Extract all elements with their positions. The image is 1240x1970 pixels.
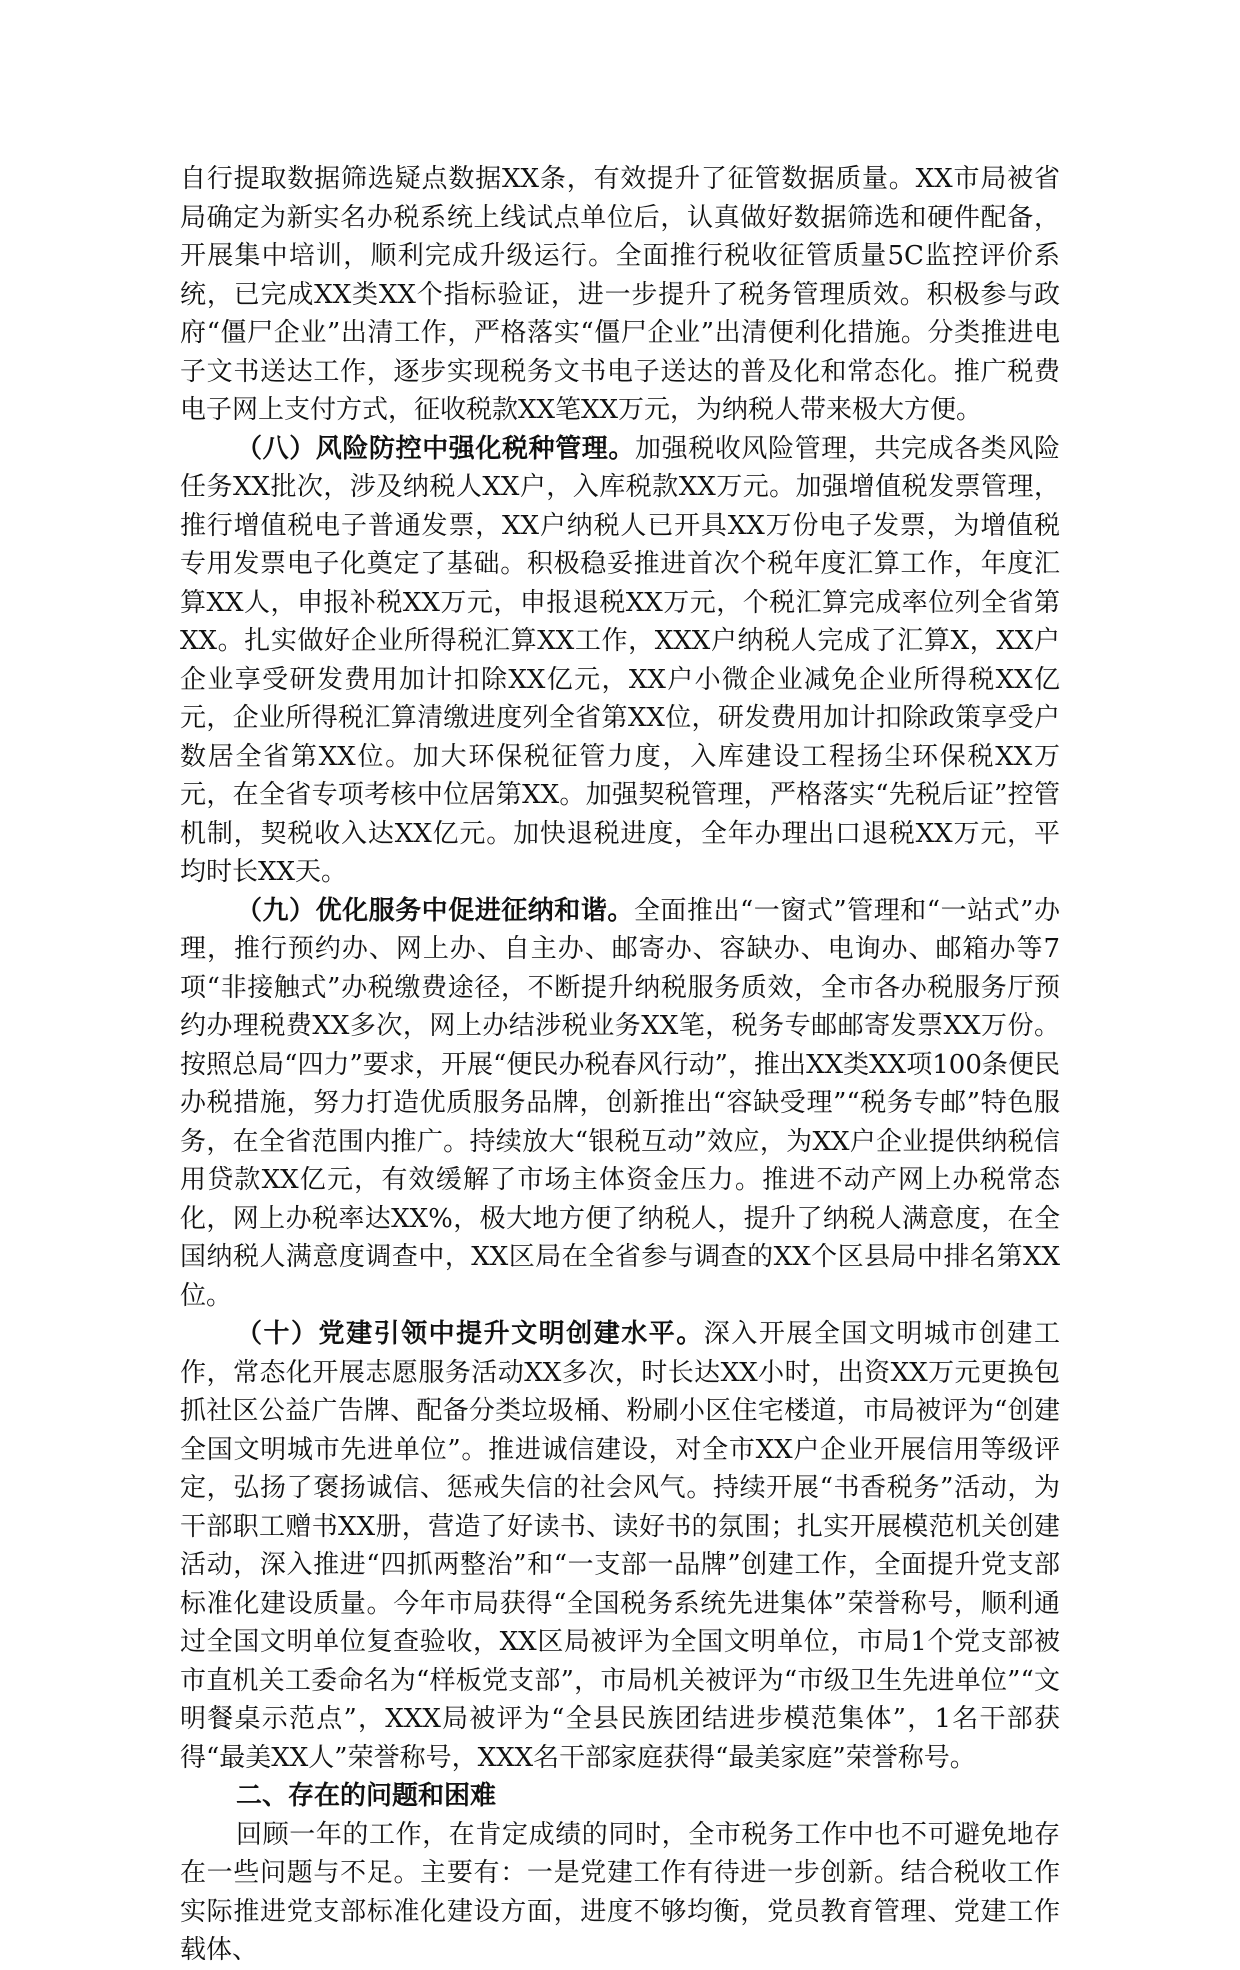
subheading-party-building: （十）党建引领中提升文明创建水平。 — [236, 1319, 704, 1349]
paragraph-party-building-body: 深入开展全国文明城市创建工作，常态化开展志愿服务活动XX多次，时长达XX小时，出资XX万元更换包抓社区公益广告牌、配备分类垃圾桶、粉刷小区住宅楼道，市局被评为“创建全国文明城市先进单位”。推进诚信建设，对全市XX户企业开展信用等级评定，弘扬了褒扬诚信、惩戒失信的社会风气。持续开展“书香税务”活动，为干部职工赠书XX册，营造了好读书、读好书的氛围；扎实开展模范机关创建活动，深入推进“四抓两整治”和“一支部一品牌”创建工作，全面提升党支部标准化建设质量。今年市局获得“全国税务系统先进集体”荣誉称号，顺利通过全国文明单位复查验收，XX区局被评为全国文明单位，市局1个党支部被市直机关工委命名为“样板党支部”，市局机关被评为“市级卫生先进单位”“文明餐桌示范点”，XXX局被评为“全县民族团结进步模范集体”，1名干部获得“最美XX人”荣誉称号，XXX名干部家庭获得“最美家庭”荣誉称号。 — [180, 1319, 1060, 1773]
paragraph-party-building — [180, 1315, 1060, 1777]
paragraph-service — [180, 892, 1060, 1316]
paragraph-risk-control-body: 加强税收风险管理，共完成各类风险任务XX批次，涉及纳税人XX户，入库税款XX万元。加强增值税发票管理，推行增值税电子普通发票，XX户纳税人已开具XX万份电子发票，为增值税专用发票电子化奠定了基础。积极稳妥推进首次个税年度汇算工作，年度汇算XX人，申报补税XX万元，申报退税XX万元，个税汇算完成率位列全省第XX。扎实做好企业所得税汇算XX工作，XXX户纳税人完成了汇算X，XX户企业享受研发费用加计扣除XX亿元，XX户小微企业减免企业所得税XX亿元，企业所得税汇算清缴进度列全省第XX位，研发费用加计扣除政策享受户数居全省第XX位。加大环保税征管力度，入库建设工程扬尘环保税XX万元，在全省专项考核中位居第XX。加强契税管理，严格落实“先税后证”控管机制，契税收入达XX亿元。加快退税进度，全年办理出口退税XX万元，平均时长XX天。 — [180, 433, 1060, 887]
paragraph-problems: 回顾一年的工作，在肯定成绩的同时，全市税务工作中也不可避免地存在一些问题与不足。主要有：一是党建工作有待进一步创新。结合税收工作实际推进党支部标准化建设方面，进度不够均衡，党员教育管理、党建工作载体、 — [180, 1819, 1060, 1965]
paragraph-continuation: 自行提取数据筛选疑点数据XX条，有效提升了征管数据质量。XX市局被省局确定为新实名办税系统上线试点单位后，认真做好数据筛选和硬件配备，开展集中培训，顺利完成升级运行。全面推行税收征管质量5C监控评价系统，已完成XX类XX个指标验证，进一步提升了税务管理质效。积极参与政府“僵尸企业”出清工作，严格落实“僵尸企业”出清便利化措施。分类推进电子文书送达工作，逐步实现税务文书电子送达的普及化和常态化。推广税费电子网上支付方式，征收税款XX笔XX万元，为纳税人带来极大方便。 — [180, 164, 1060, 425]
subheading-service: （九）优化服务中促进征纳和谐。 — [236, 895, 634, 926]
section-heading-problems: 二、存在的问题和困难 — [236, 1781, 497, 1811]
paragraph-risk-control — [180, 430, 1060, 892]
subheading-risk-control: （八）风险防控中强化税种管理。 — [236, 433, 635, 464]
document-page — [180, 160, 1060, 1970]
paragraph-service-body: 全面推出“一窗式”管理和“一站式”办理，推行预约办、网上办、自主办、邮寄办、容缺办、电询办、邮箱办等7项“非接触式”办税缴费途径，不断提升纳税服务质效，全市各办税服务厅预约办理税费XX多次，网上办结涉税业务XX笔，税务专邮邮寄发票XX万份。按照总局“四力”要求，开展“便民办税春风行动”，推出XX类XX项100条便民办税措施，努力打造优质服务品牌，创新推出“容缺受理”“税务专邮”特色服务，在全省范围内推广。持续放大“银税互动”效应，为XX户企业提供纳税信用贷款XX亿元，有效缓解了市场主体资金压力。推进不动产网上办税常态化，网上办税率达XX%，极大地方便了纳税人，提升了纳税人满意度，在全国纳税人满意度调查中，XX区局在全省参与调查的XX个区县局中排名第XX位。 — [180, 895, 1060, 1311]
